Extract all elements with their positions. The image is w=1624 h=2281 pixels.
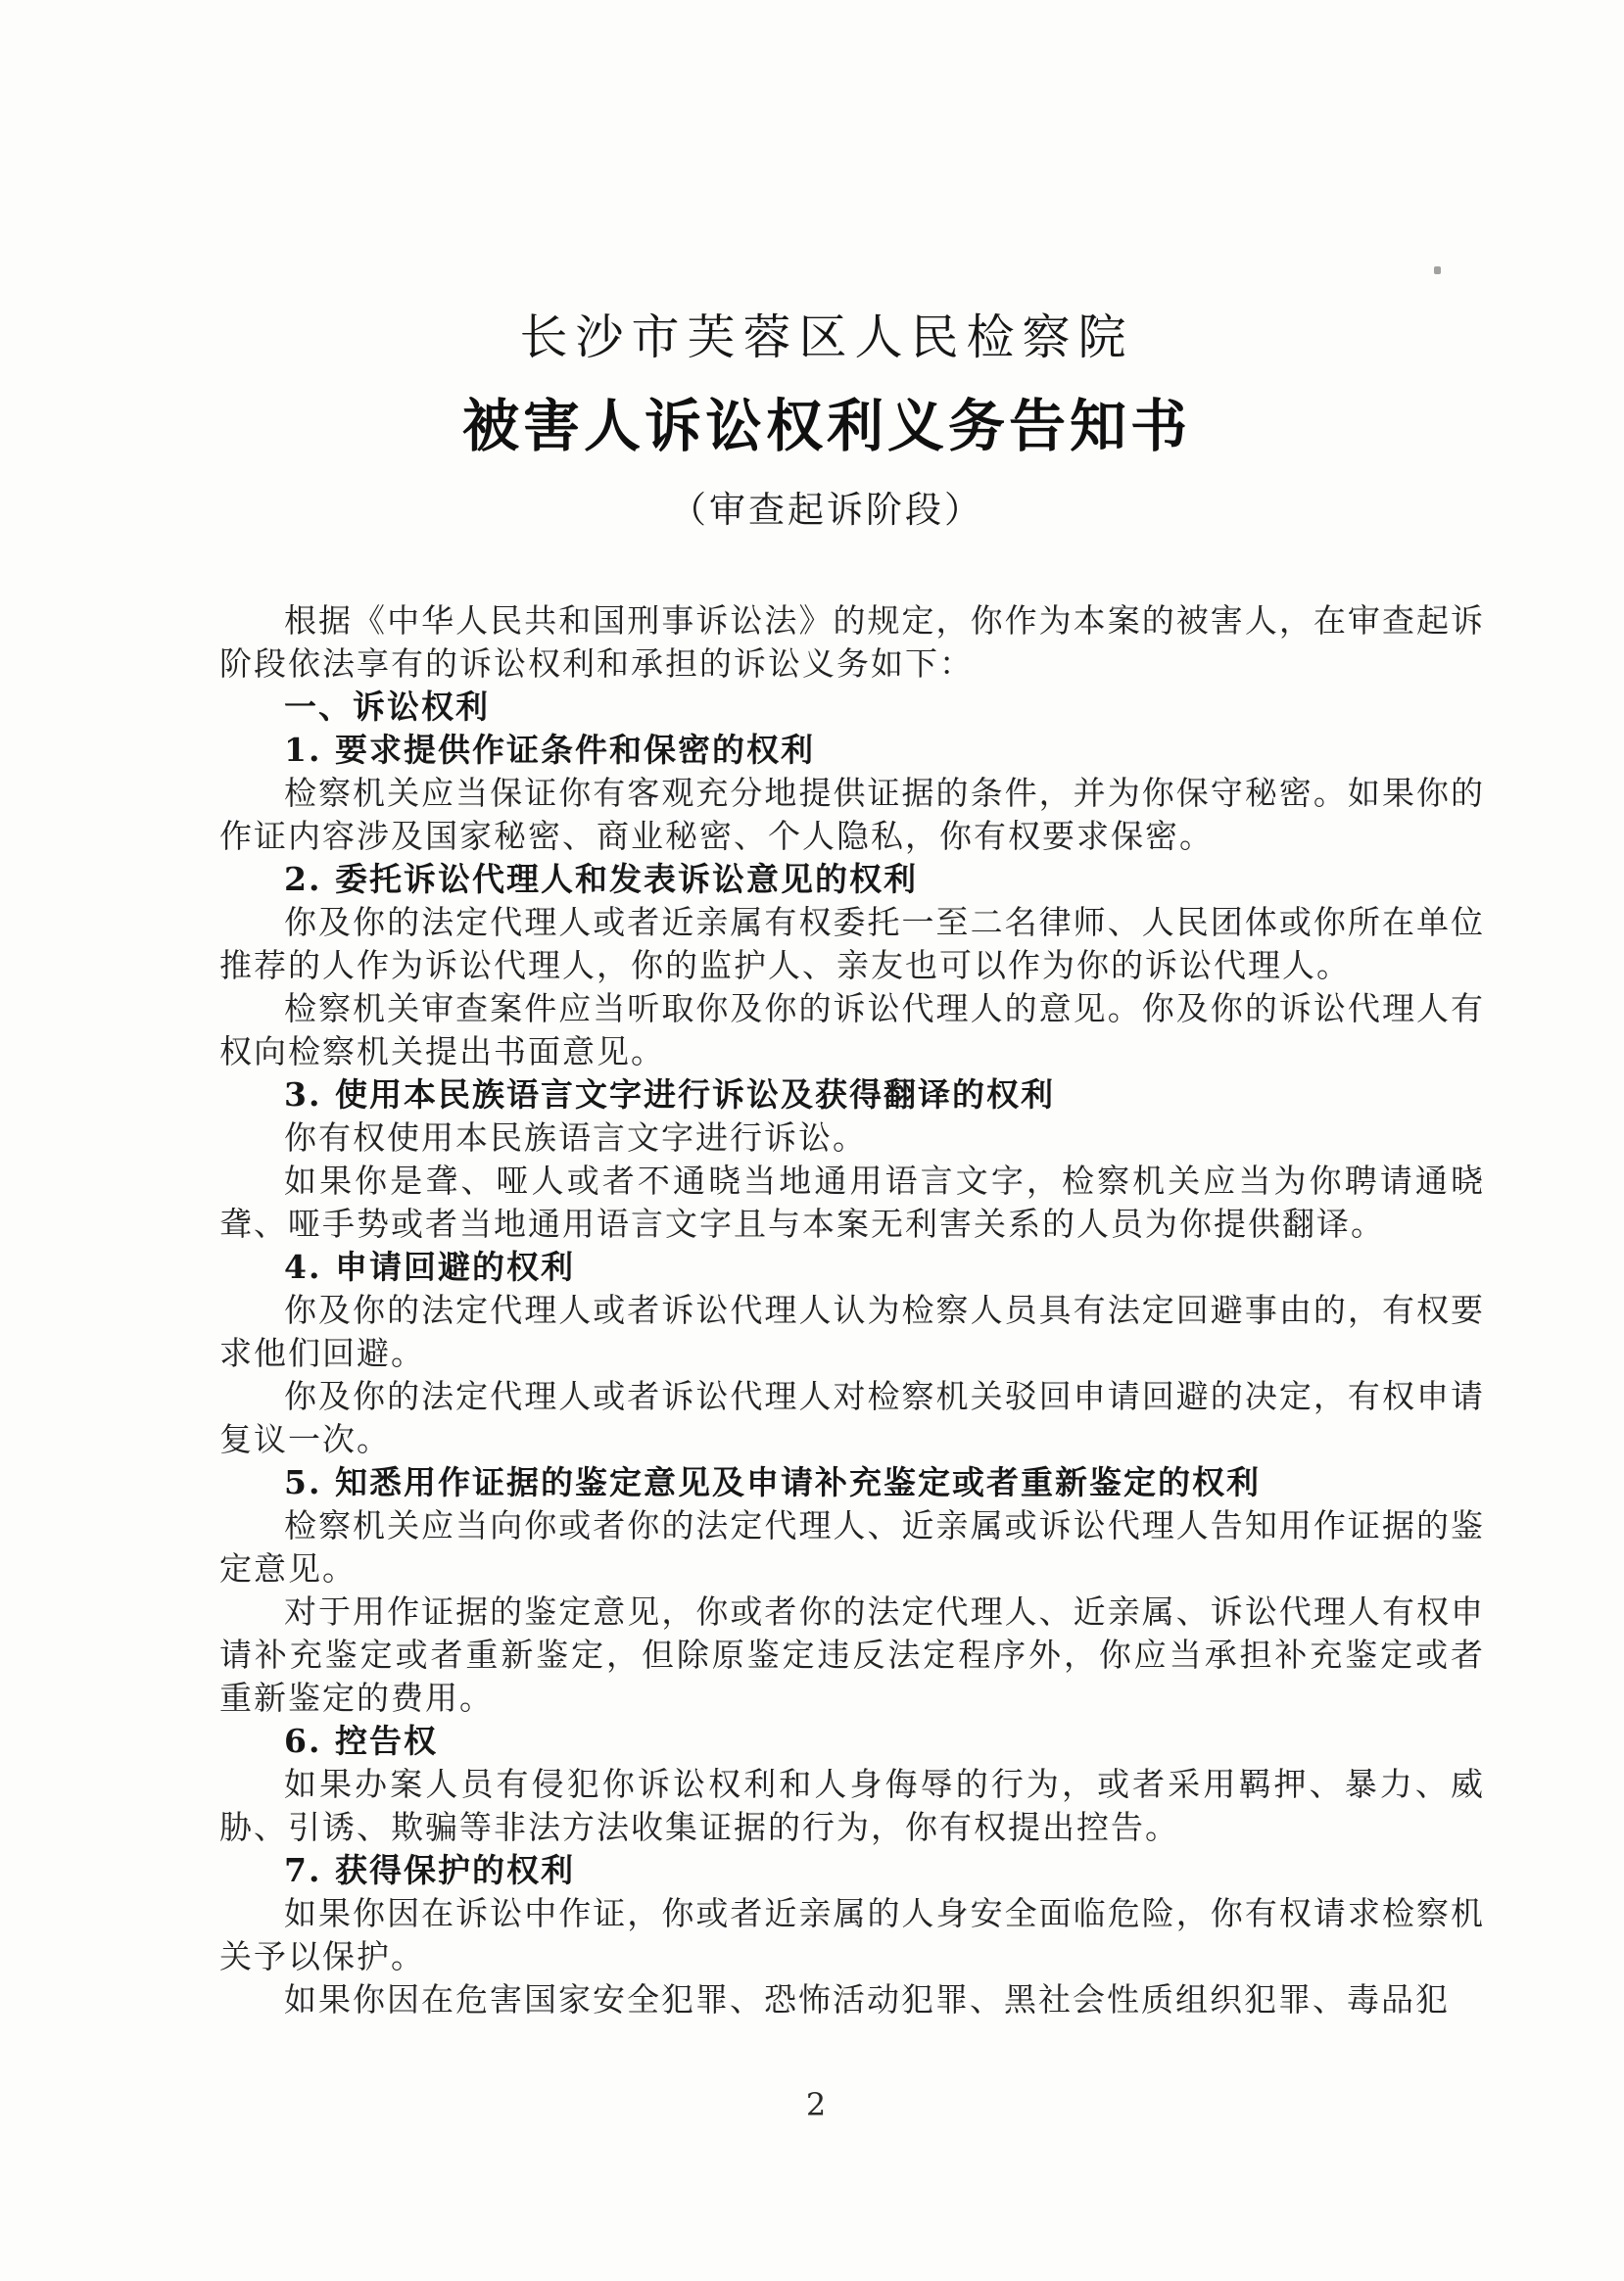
intro-paragraph: 根据《中华人民共和国刑事诉讼法》的规定，你作为本案的被害人，在审查起诉阶段依法享有的诉讼权利和承担的诉讼义务如下： bbox=[219, 601, 1485, 683]
stage-subtitle: （审查起诉阶段） bbox=[670, 489, 983, 531]
item-1-heading: 1. 要求提供作证条件和保密的权利 bbox=[284, 731, 815, 769]
item-7-paragraph-1: 如果你因在诉讼中作证，你或者近亲属的人身安全面临危险，你有权请求检察机关予以保护。 bbox=[219, 1894, 1485, 1975]
document-body bbox=[219, 599, 1485, 2021]
item-4-paragraph-2: 你及你的法定代理人或者诉讼代理人对检察机关驳回申请回避的决定，有权申请复议一次。 bbox=[219, 1377, 1485, 1458]
item-5-paragraph-2: 对于用作证据的鉴定意见，你或者你的法定代理人、近亲属、诉讼代理人有权申请补充鉴定或者重新鉴定，但除原鉴定违反法定程序外，你应当承担补充鉴定或者重新鉴定的费用。 bbox=[219, 1592, 1485, 1717]
page-number: 2 bbox=[805, 2086, 827, 2123]
item-1-paragraph-1: 检察机关应当保证你有客观充分地提供证据的条件，并为你保守秘密。如果你的作证内容涉及国家秘密、商业秘密、个人隐私，你有权要求保密。 bbox=[219, 774, 1485, 855]
item-7-heading: 7. 获得保护的权利 bbox=[284, 1851, 575, 1889]
item-5-heading: 5. 知悉用作证据的鉴定意见及申请补充鉴定或者重新鉴定的权利 bbox=[284, 1463, 1261, 1501]
scan-speck bbox=[1434, 266, 1441, 274]
item-4-heading: 4. 申请回避的权利 bbox=[284, 1248, 575, 1286]
item-2-paragraph-1: 你及你的法定代理人或者近亲属有权委托一至二名律师、人民团体或你所在单位推荐的人作为诉讼代理人，你的监护人、亲友也可以作为你的诉讼代理人。 bbox=[219, 903, 1485, 984]
section-heading-rights: 一、诉讼权利 bbox=[284, 688, 490, 726]
item-6-heading: 6. 控告权 bbox=[284, 1722, 438, 1760]
item-2-heading: 2. 委托诉讼代理人和发表诉讼意见的权利 bbox=[284, 860, 918, 898]
item-4-paragraph-1: 你及你的法定代理人或者诉讼代理人认为检察人员具有法定回避事由的，有权要求他们回避。 bbox=[219, 1291, 1485, 1372]
doc-title: 被害人诉讼权利义务告知书 bbox=[461, 393, 1191, 459]
org-title: 长沙市芙蓉区人民检察院 bbox=[519, 309, 1134, 365]
item-6-paragraph-1: 如果办案人员有侵犯你诉讼权利和人身侮辱的行为，或者采用羁押、暴力、威胁、引诱、欺骗等非法方法收集证据的行为，你有权提出控告。 bbox=[219, 1765, 1485, 1846]
item-5-paragraph-1: 检察机关应当向你或者你的法定代理人、近亲属或诉讼代理人告知用作证据的鉴定意见。 bbox=[219, 1506, 1485, 1588]
item-7-paragraph-2: 如果你因在危害国家安全犯罪、恐怖活动犯罪、黑社会性质组织犯罪、毒品犯 bbox=[284, 1980, 1450, 2019]
item-3-paragraph-1: 你有权使用本民族语言文字进行诉讼。 bbox=[284, 1118, 867, 1157]
item-3-heading: 3. 使用本民族语言文字进行诉讼及获得翻译的权利 bbox=[284, 1075, 1055, 1114]
item-2-paragraph-2: 检察机关审查案件应当听取你及你的诉讼代理人的意见。你及你的诉讼代理人有权向检察机关提出书面意见。 bbox=[219, 989, 1485, 1070]
item-3-paragraph-2: 如果你是聋、哑人或者不通晓当地通用语言文字，检察机关应当为你聘请通晓聋、哑手势或者当地通用语言文字且与本案无利害关系的人员为你提供翻译。 bbox=[219, 1162, 1485, 1243]
